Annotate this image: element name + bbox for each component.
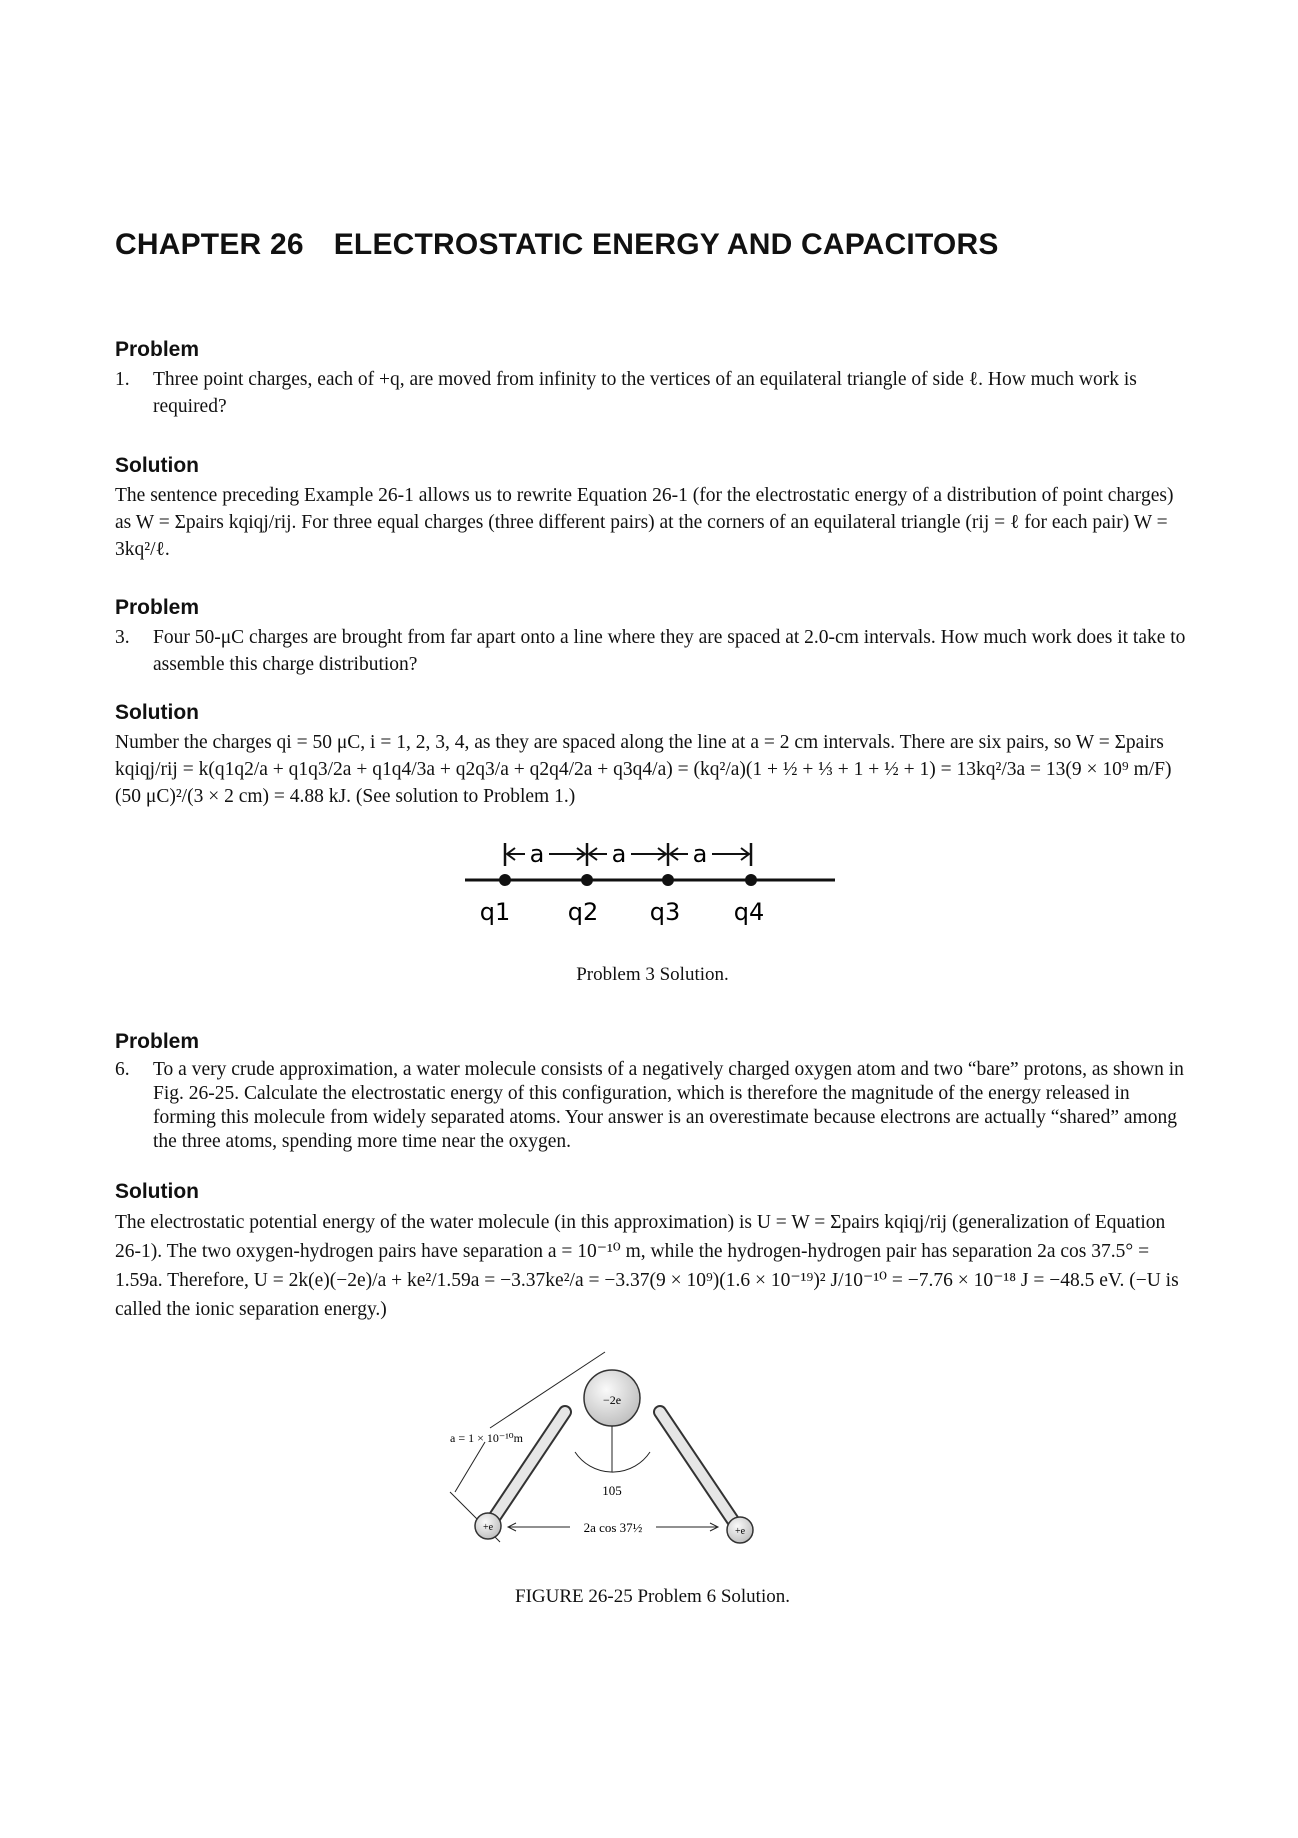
problem-1 — [115, 366, 1190, 420]
oxygen-label: −2e — [602, 1393, 622, 1407]
problem-heading: Problem — [115, 1030, 200, 1053]
spacing-label: a — [692, 840, 708, 868]
charge-dot — [499, 874, 511, 886]
spacing-label: a — [529, 840, 545, 868]
charge-dot — [581, 874, 593, 886]
hydrogen-label: +e — [482, 1522, 494, 1533]
solution-heading: Solution — [115, 454, 199, 477]
bond-label: a = 1 × 10⁻¹⁰m — [450, 1431, 523, 1445]
problem-number: 1. — [115, 369, 130, 390]
problem-text: Four 50-μC charges are brought from far apart onto a line where they are spaced at 2.0-cm intervals. How much work does it take to assemble this charge distribution? — [153, 627, 1186, 675]
figure-caption: FIGURE 26-25 Problem 6 Solution. — [515, 1586, 790, 1607]
spacing-label: a — [611, 840, 627, 868]
charge-dot — [745, 874, 757, 886]
solution-text: Number the charges qi = 50 μC, i = 1, 2, 3, 4, as they are spaced along the line at a = 2 cm intervals. There are six pairs, so W = Σpairs kqiqj/rij = k(q1q2/a + q1q3/2a + q1q4/3a + q2q3/a + q2q4/2a + q3q4/a) = (kq²/a)(1 + ½ + ⅓ + 1 + ½ + 1) = 13kq²/3a = 13(9 × 10⁹ m/F)(50 μC)²/(3 × 2 cm) = 4.88 kJ. (See solution to Problem 1.) — [115, 732, 1172, 807]
angle-label: 105 — [602, 1483, 622, 1498]
hydrogen-label: +e — [734, 1526, 746, 1537]
solution-text: The sentence preceding Example 26-1 allows us to rewrite Equation 26-1 (for the electrostatic energy of a distribution of point charges) as W = Σpairs kqiqj/rij. For three equal charges (three different pairs) at the corners of an equilateral triangle (rij = ℓ for each pair) W = 3kq²/ℓ. — [115, 485, 1174, 560]
figure-caption: Problem 3 Solution. — [576, 964, 729, 985]
problem-number: 6. — [115, 1059, 130, 1080]
solution-heading: Solution — [115, 701, 199, 724]
charge-dot — [662, 874, 674, 886]
charge-label: q4 — [733, 898, 765, 926]
problem-6 — [115, 1058, 1190, 1154]
problem-text: Three point charges, each of +q, are moved from infinity to the vertices of an equilateral triangle of side ℓ. How much work is required? — [153, 369, 1137, 417]
problem-3 — [115, 624, 1190, 678]
problem-text: To a very crude approximation, a water molecule consists of a negatively charged oxygen atom and two “bare” protons, as shown in Fig. 26-25. Calculate the electrostatic energy of this configuration, which is therefore the magnitude of the energy released in forming this molecule from widely separated atoms. Your answer is an overestimate because electrons are actually “shared” among the three atoms, spending more time near the oxygen. — [153, 1059, 1184, 1152]
problem-heading: Problem — [115, 596, 200, 619]
problem-heading: Problem — [115, 338, 200, 361]
problem-number: 3. — [115, 627, 130, 648]
figure-problem-3 — [455, 838, 845, 938]
charge-label: q1 — [479, 898, 511, 926]
chapter-title — [115, 228, 999, 262]
chapter-number: CHAPTER 26 — [115, 228, 304, 261]
base-label: 2a cos 37½ — [583, 1520, 643, 1535]
solution-heading: Solution — [115, 1180, 199, 1203]
charge-label: q2 — [567, 898, 599, 926]
chapter-name: ELECTROSTATIC ENERGY AND CAPACITORS — [333, 228, 999, 261]
solution-text: The electrostatic potential energy of the water molecule (in this approximation) is U = W = Σpairs kqiqj/rij (generalization of Equation 26-1). The two oxygen-hydrogen pairs have separation a = 10⁻¹⁰ m, while the hydrogen-hydrogen pair has separation 2a cos 37.5° = 1.59a. Therefore, U = 2k(e)(−2e)/a + ke²/1.59a = −3.37ke²/a = −3.37(9 × 10⁹)(1.6 × 10⁻¹⁹)² J/10⁻¹⁰ = −7.76 × 10⁻¹⁸ J = −48.5 eV. (−U is called the ionic separation energy.) — [115, 1212, 1179, 1320]
charge-label: q3 — [649, 898, 681, 926]
figure-26-25 — [450, 1352, 860, 1552]
